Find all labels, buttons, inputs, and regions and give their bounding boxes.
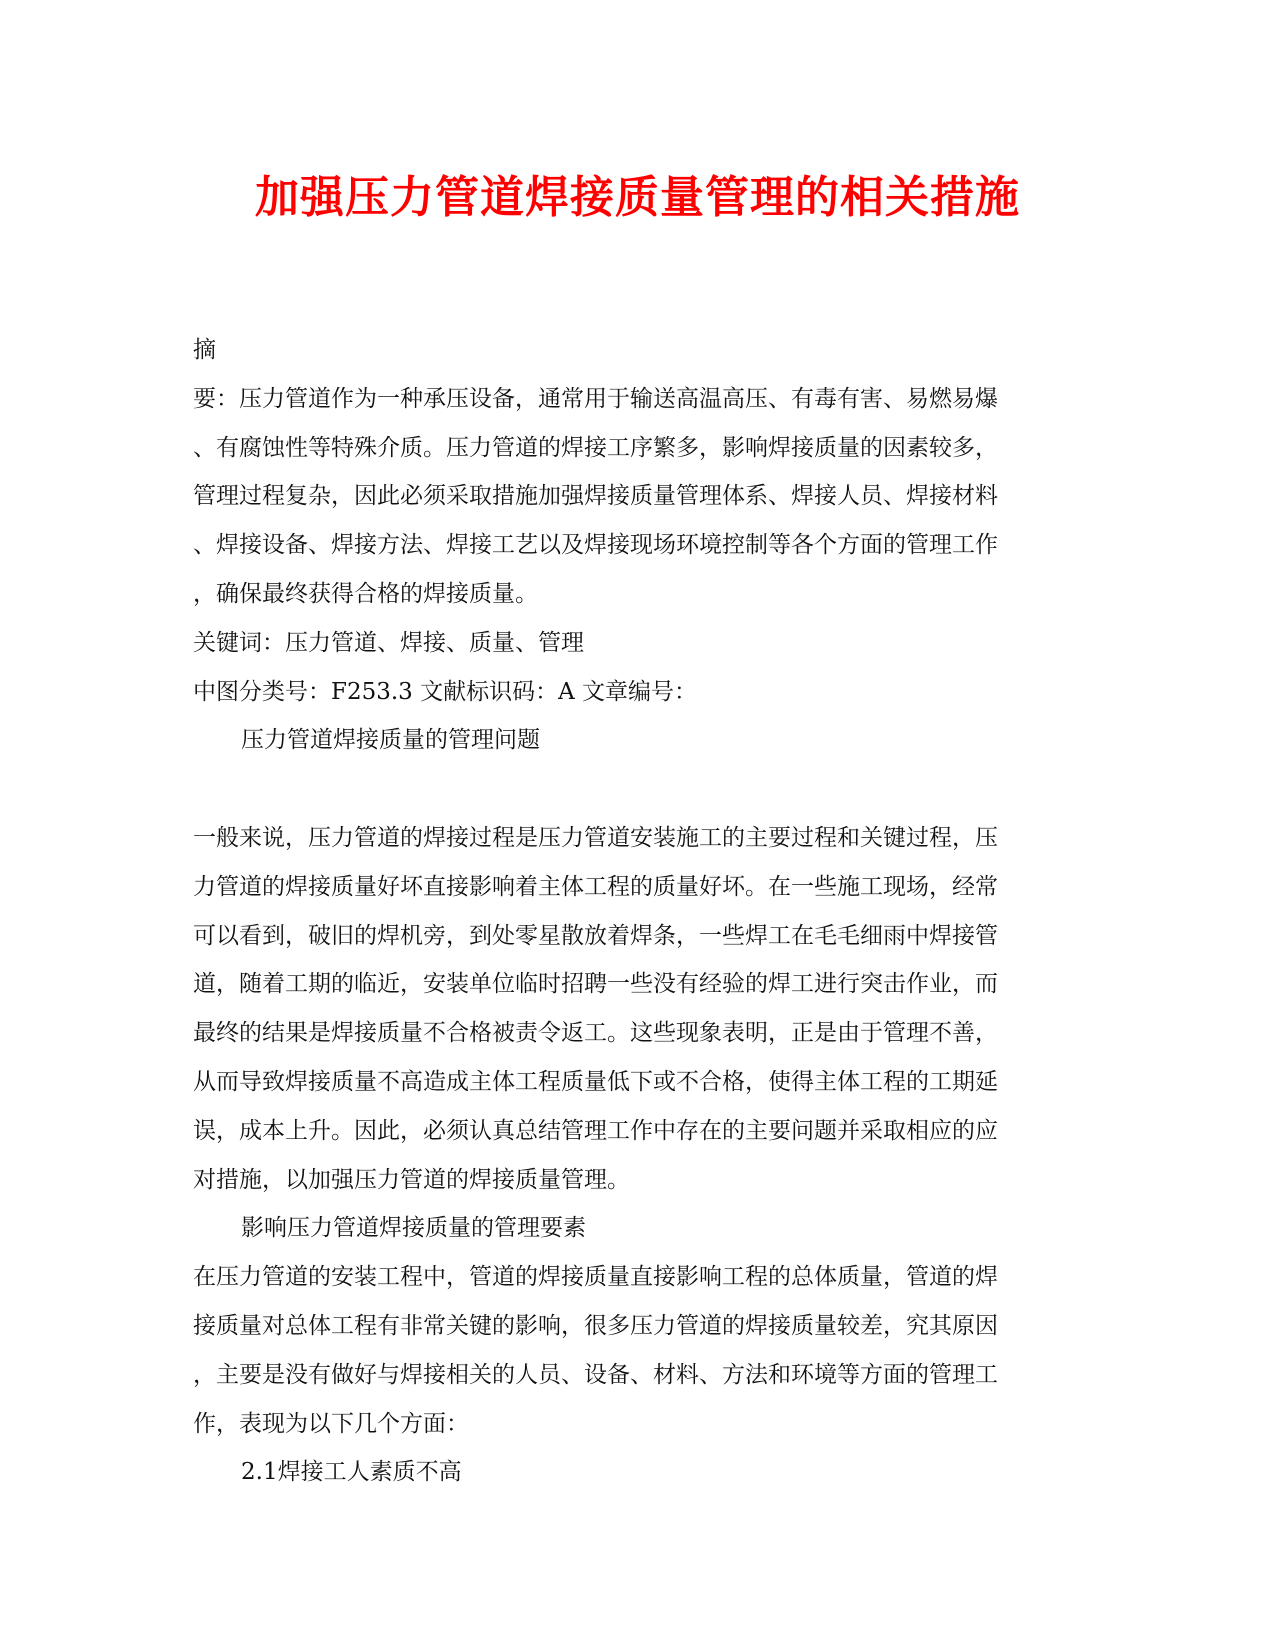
paragraph-line: 误，成本上升。因此，必须认真总结管理工作中存在的主要问题并采取相应的应 xyxy=(193,1117,998,1144)
abstract-line: 要：压力管道作为一种承压设备，通常用于输送高温高压、有毒有害、易燃易爆 xyxy=(193,385,998,412)
paragraph-line: 一般来说，压力管道的焊接过程是压力管道安装施工的主要过程和关键过程，压 xyxy=(193,824,998,851)
paragraph-line: 力管道的焊接质量好坏直接影响着主体工程的质量好坏。在一些施工现场，经常 xyxy=(193,873,998,900)
paragraph-line: 最终的结果是焊接质量不合格被责令返工。这些现象表明，正是由于管理不善， xyxy=(193,1020,998,1047)
paragraph-line: 从而导致焊接质量不高造成主体工程质量低下或不合格，使得主体工程的工期延 xyxy=(193,1068,998,1095)
paragraph-line: 对措施，以加强压力管道的焊接质量管理。 xyxy=(193,1166,630,1193)
keywords: 关键词：压力管道、焊接、质量、管理 xyxy=(193,629,584,656)
document-title: 加强压力管道焊接质量管理的相关措施 xyxy=(255,172,1020,223)
section-heading: 影响压力管道焊接质量的管理要素 xyxy=(241,1215,586,1242)
subsection-heading: 2.1焊接工人素质不高 xyxy=(241,1459,462,1486)
blank-gap xyxy=(193,765,1073,814)
paragraph-line: 道，随着工期的临近，安装单位临时招聘一些没有经验的焊工进行突击作业，而 xyxy=(193,971,998,998)
abstract-line: ，确保最终获得合格的焊接质量。 xyxy=(193,580,538,607)
abstract-line: 、焊接设备、焊接方法、焊接工艺以及焊接现场环境控制等各个方面的管理工作 xyxy=(193,532,998,559)
paragraph-line: ，主要是没有做好与焊接相关的人员、设备、材料、方法和环境等方面的管理工 xyxy=(193,1361,998,1388)
document-body xyxy=(193,326,1073,1497)
abstract-line: 管理过程复杂，因此必须采取措施加强焊接质量管理体系、焊接人员、焊接材料 xyxy=(193,483,998,510)
paragraph-line: 可以看到，破旧的焊机旁，到处零星散放着焊条，一些焊工在毛毛细雨中焊接管 xyxy=(193,922,998,949)
paragraph-line: 作，表现为以下几个方面： xyxy=(193,1410,469,1437)
classification: 中图分类号：F253.3 文献标识码：A 文章编号： xyxy=(193,678,698,705)
section-heading: 压力管道焊接质量的管理问题 xyxy=(241,727,540,754)
abstract-label: 摘 xyxy=(193,337,216,363)
paragraph-line: 接质量对总体工程有非常关键的影响，很多压力管道的焊接质量较差，究其原因 xyxy=(193,1312,998,1339)
abstract-line: 、有腐蚀性等特殊介质。压力管道的焊接工序繁多，影响焊接质量的因素较多， xyxy=(193,434,998,461)
paragraph-line: 在压力管道的安装工程中，管道的焊接质量直接影响工程的总体质量，管道的焊 xyxy=(193,1264,998,1291)
